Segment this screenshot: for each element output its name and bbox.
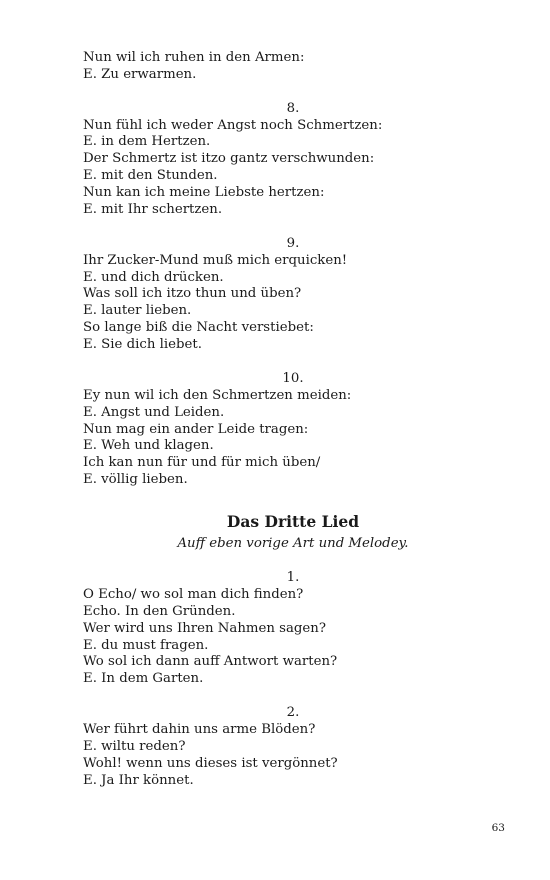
verse-line: Was soll ich itzo thun und üben? <box>83 286 302 302</box>
verse-line: E. Weh und klagen. <box>83 438 214 454</box>
verse-line: Ich kan nun für und für mich üben/ <box>83 455 321 471</box>
stanza <box>83 570 503 688</box>
verse-line: Nun kan ich meine Liebste hertzen: <box>83 185 325 201</box>
verse-line: E. und dich drücken. <box>83 269 224 285</box>
verse-line: E. wiltu reden? <box>83 738 186 754</box>
stanza <box>83 101 503 219</box>
verse-line: Wohl! wenn uns dieses ist vergönnet? <box>83 755 338 771</box>
stanza <box>83 236 503 354</box>
verse-line: Der Schmertz ist itzo gantz verschwunden: <box>83 151 375 167</box>
verse-line: Ey nun wil ich den Schmertzen meiden: <box>83 387 352 403</box>
verse-line: E. mit den Stunden. <box>83 168 218 184</box>
verse-line: Ihr Zucker-Mund muß mich erquicken! <box>83 252 348 268</box>
verse-line: Echo. In den Gründen. <box>83 603 236 619</box>
verse-line: Nun mag ein ander Leide tragen: <box>83 421 309 437</box>
verse-line: E. völlig lieben. <box>83 472 188 488</box>
page-number: 63 <box>491 822 505 834</box>
verse-line: Wer führt dahin uns arme Blöden? <box>83 721 316 737</box>
stanza-number: 10. <box>282 370 304 386</box>
verse-line: Nun wil ich ruhen in den Armen: <box>83 50 305 65</box>
verse-line: Wo sol ich dann auff Antwort warten? <box>83 654 338 670</box>
stanza <box>83 705 503 789</box>
verse-line: Nun fühl ich weder Angst noch Schmertzen: <box>83 117 383 133</box>
verse-line: E. Zu erwarmen. <box>83 66 197 82</box>
page-body <box>83 50 503 790</box>
verse-line: O Echo/ wo sol man dich finden? <box>83 586 304 602</box>
verse-line: So lange biß die Nacht verstiebet: <box>83 320 314 336</box>
stanza <box>83 371 503 489</box>
stanza-number: 2. <box>286 705 300 721</box>
verse-line: E. lauter lieben. <box>83 303 192 319</box>
verse-line: E. mit Ihr schertzen. <box>83 202 223 218</box>
verse-line: E. du must fragen. <box>83 637 209 653</box>
section-title: Das Dritte Lied <box>226 512 360 532</box>
verse-line: E. Angst und Leiden. <box>83 404 225 420</box>
prior-stanza <box>83 50 503 84</box>
verse-line: Wer wird uns Ihren Nahmen sagen? <box>83 620 326 636</box>
section-subtitle: Auff eben vorige Art und Melodey. <box>177 536 409 552</box>
verse-line: E. In dem Garten. <box>83 671 204 687</box>
verse-line: E. Ja Ihr könnet. <box>83 772 194 788</box>
stanza-number: 9. <box>286 235 300 251</box>
verse-line: E. in dem Hertzen. <box>83 134 211 150</box>
verse-line: E. Sie dich liebet. <box>83 337 202 353</box>
stanza-number: 1. <box>286 569 300 585</box>
stanza-number: 8. <box>286 100 300 116</box>
